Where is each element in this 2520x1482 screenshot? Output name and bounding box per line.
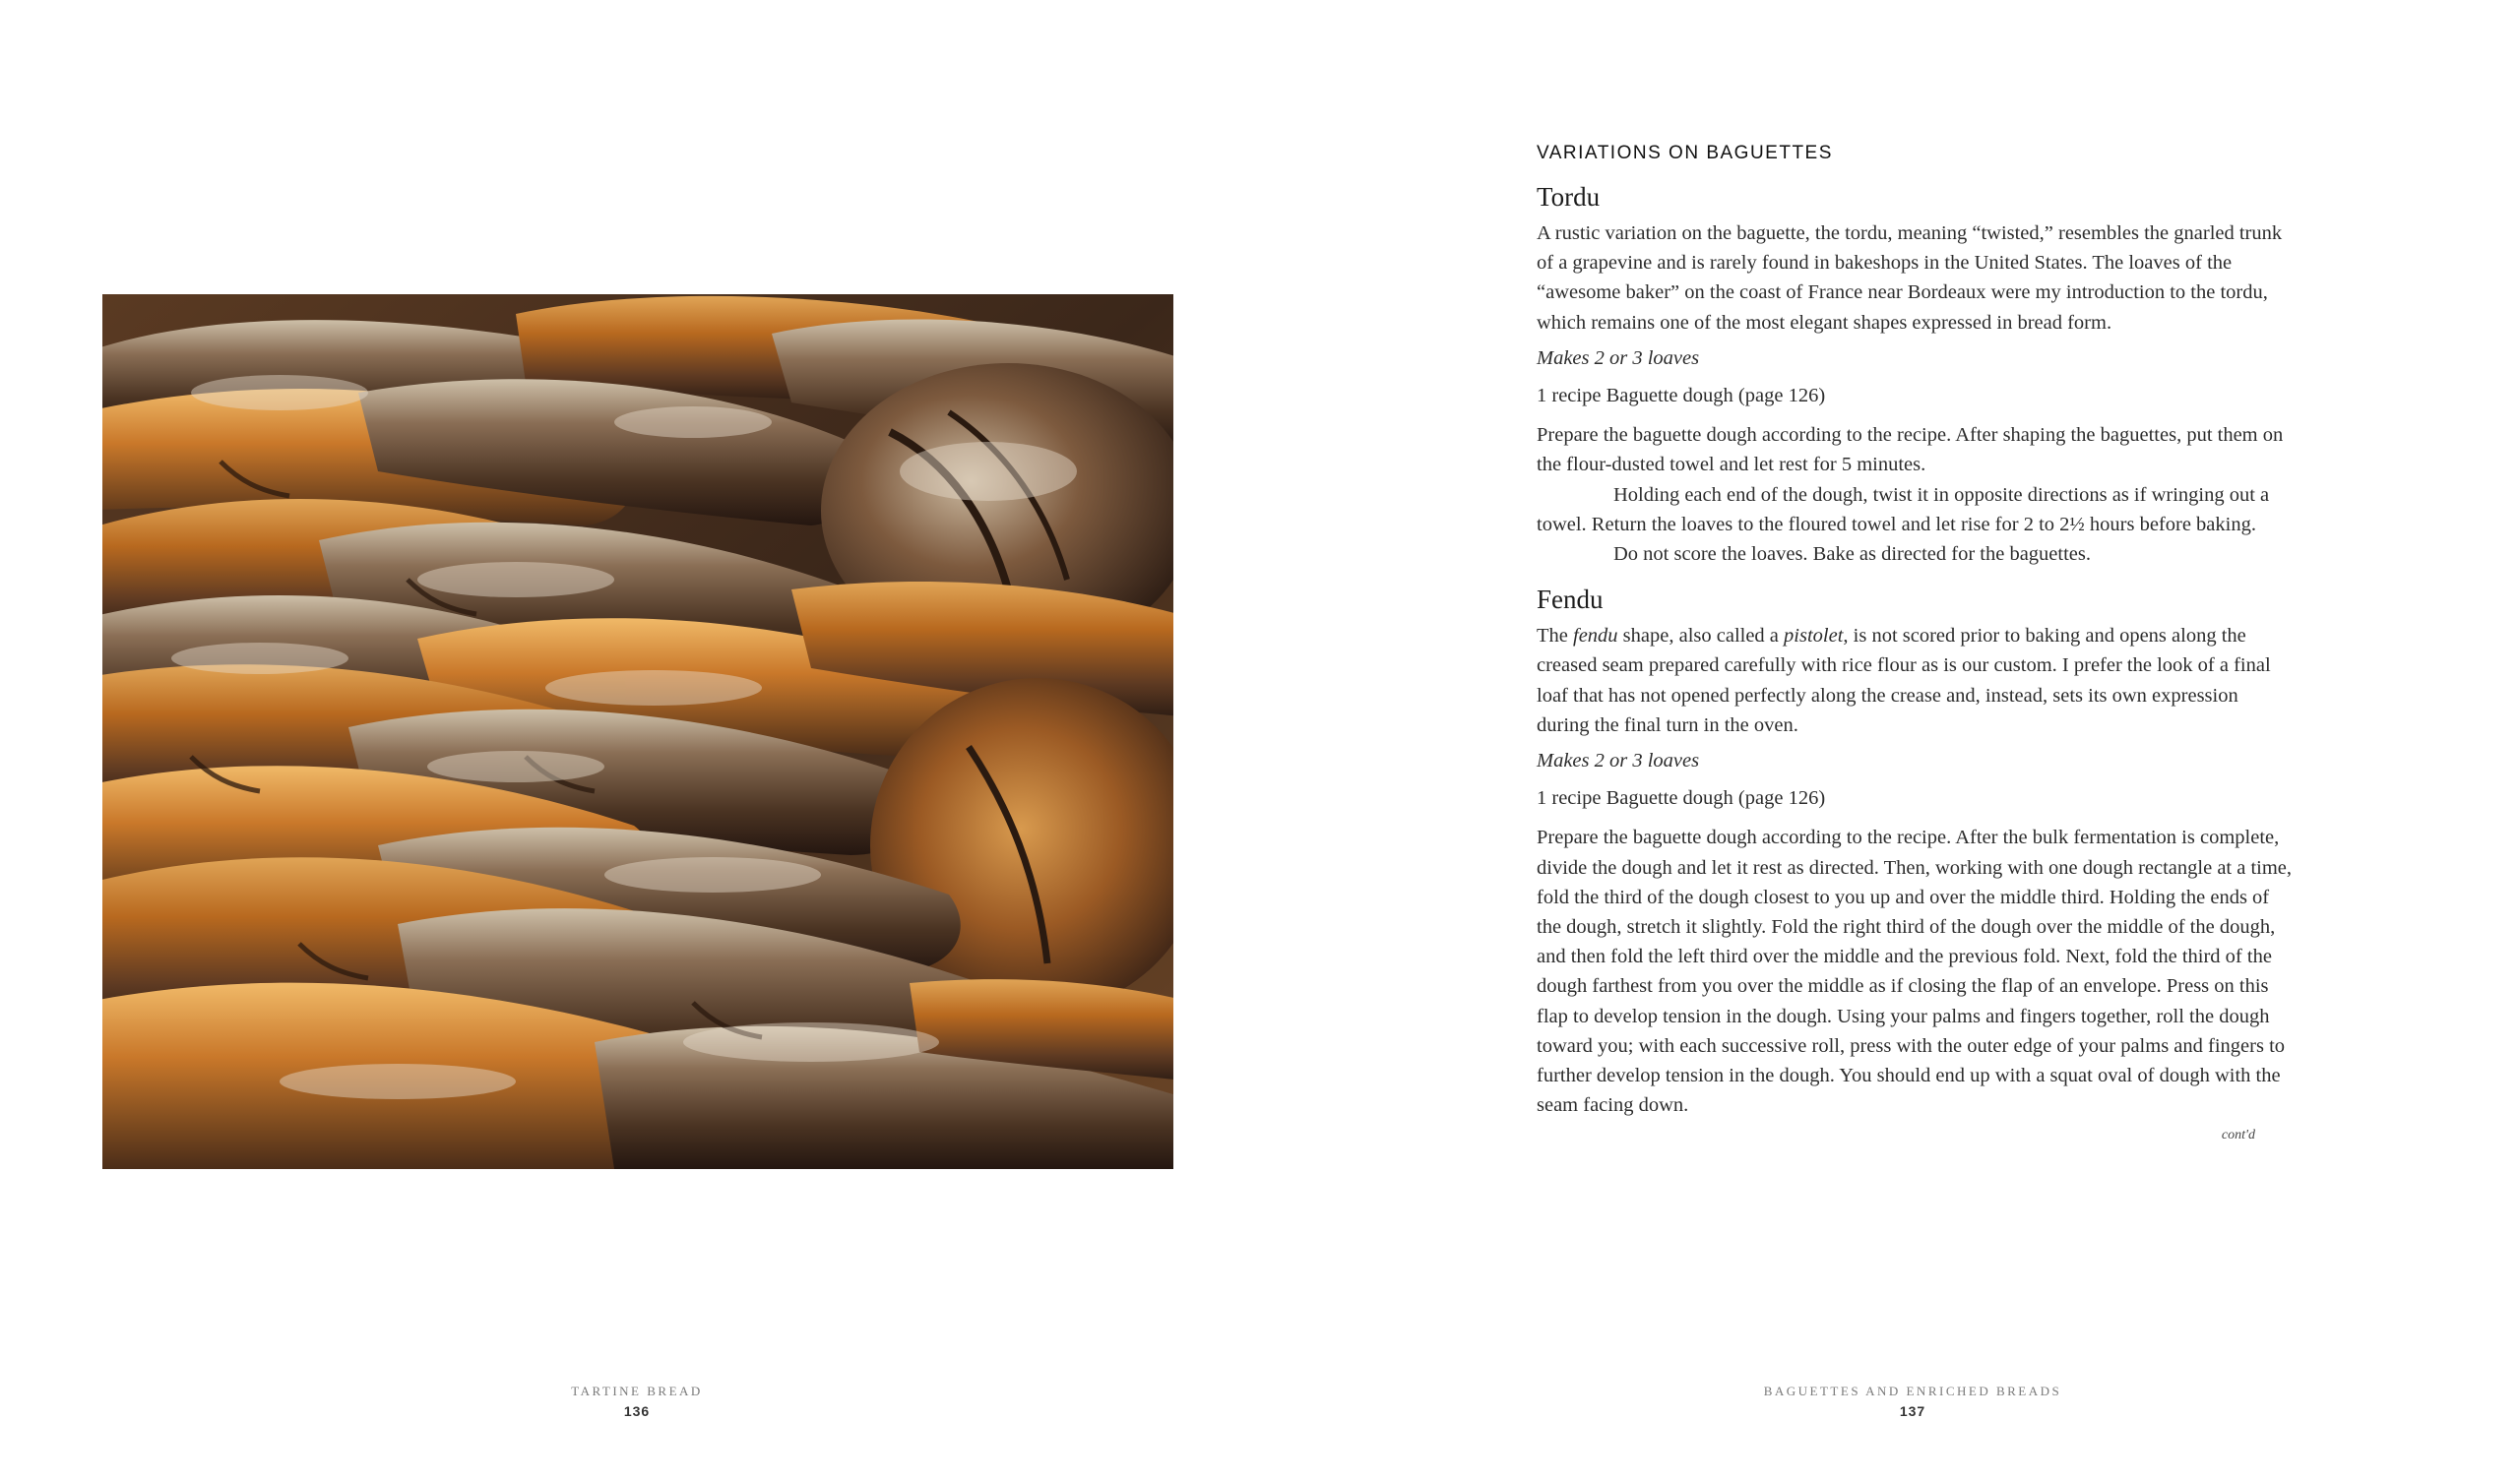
fendu-yield: Makes 2 or 3 loaves: [1537, 750, 1700, 772]
tordu-method-2: Holding each end of the dough, twist it in opposite directions as if wringing out a towel. Return the loaves to the floured towel and let rise for 2 to 2½ hours before baking.: [1537, 483, 2270, 535]
tordu-method-1: Prepare the baguette dough according to the recipe. After shaping the baguettes, put them on the flour-dusted towel and let rest for 5 minutes.: [1537, 424, 2284, 476]
tordu-method-3: Do not score the loaves. Bake as directed for the baguettes.: [1613, 543, 2091, 566]
right-page-text-column: [1537, 143, 2295, 1145]
tordu-intro: A rustic variation on the baguette, the tordu, meaning “twisted,” resembles the gnarled trunk of a grapevine and is rarely found in bakeshops in the United States. The loaves of the “awesome baker” on the coast of France near Bordeaux were my introduction to the tordu, which remains one of the most elegant shapes expressed in bread form.: [1537, 222, 2283, 334]
right-page-footer: [1568, 1384, 2257, 1419]
recipe-title-tordu: Tordu: [1537, 182, 1601, 212]
bread-photo: [102, 294, 1173, 1169]
running-footer-right: BAGUETTES AND ENRICHED BREADS: [1763, 1384, 2062, 1398]
page-number-left: 136: [623, 1403, 651, 1419]
left-page-footer: [292, 1384, 981, 1419]
page-number-right: 137: [1899, 1403, 1926, 1419]
continued-note: cont'd: [2221, 1128, 2255, 1143]
fendu-ingredient: 1 recipe Baguette dough (page 126): [1537, 787, 1826, 810]
pistolet-term: pistolet: [1784, 625, 1844, 648]
tordu-yield: Makes 2 or 3 loaves: [1537, 346, 1700, 369]
running-footer-left: TARTINE BREAD: [571, 1384, 703, 1398]
section-heading: VARIATIONS ON BAGUETTES: [1537, 143, 1833, 163]
bread-loaves-image: [102, 294, 1173, 1169]
fendu-intro: The fendu shape, also called a pistolet, is not scored prior to baking and opens along the creased seam prepared carefully with rice flour as is our custom. I prefer the look of a final loaf that has not opened perfectly along the crease and, instead, sets its own expression during the final turn in the oven.: [1537, 625, 2271, 736]
recipe-title-fendu: Fendu: [1537, 585, 1604, 615]
fendu-method-1: Prepare the baguette dough according to the recipe. After the bulk fermentation is complete, divide the dough and let it rest as directed. Then, working with one dough rectangle at a time, fold the third of the dough closest to you up and over the middle third. Holding the ends of the dough, stretch it slightly. Fold the right third of the dough over the middle of the dough, and then fold the left third over the middle and the previous fold. Next, fold the third of the dough farthest from you over the middle as if closing the flap of an envelope. Press on this flap to develop tension in the dough. Using your palms and fingers together, roll the dough toward you; with each successive roll, press with the outer edge of your palms and fingers to further develop tension in the dough. You should end up with a squat oval of dough with the seam facing down.: [1537, 827, 2293, 1117]
fendu-term: fendu: [1573, 625, 1618, 648]
tordu-ingredient: 1 recipe Baguette dough (page 126): [1537, 385, 1826, 407]
